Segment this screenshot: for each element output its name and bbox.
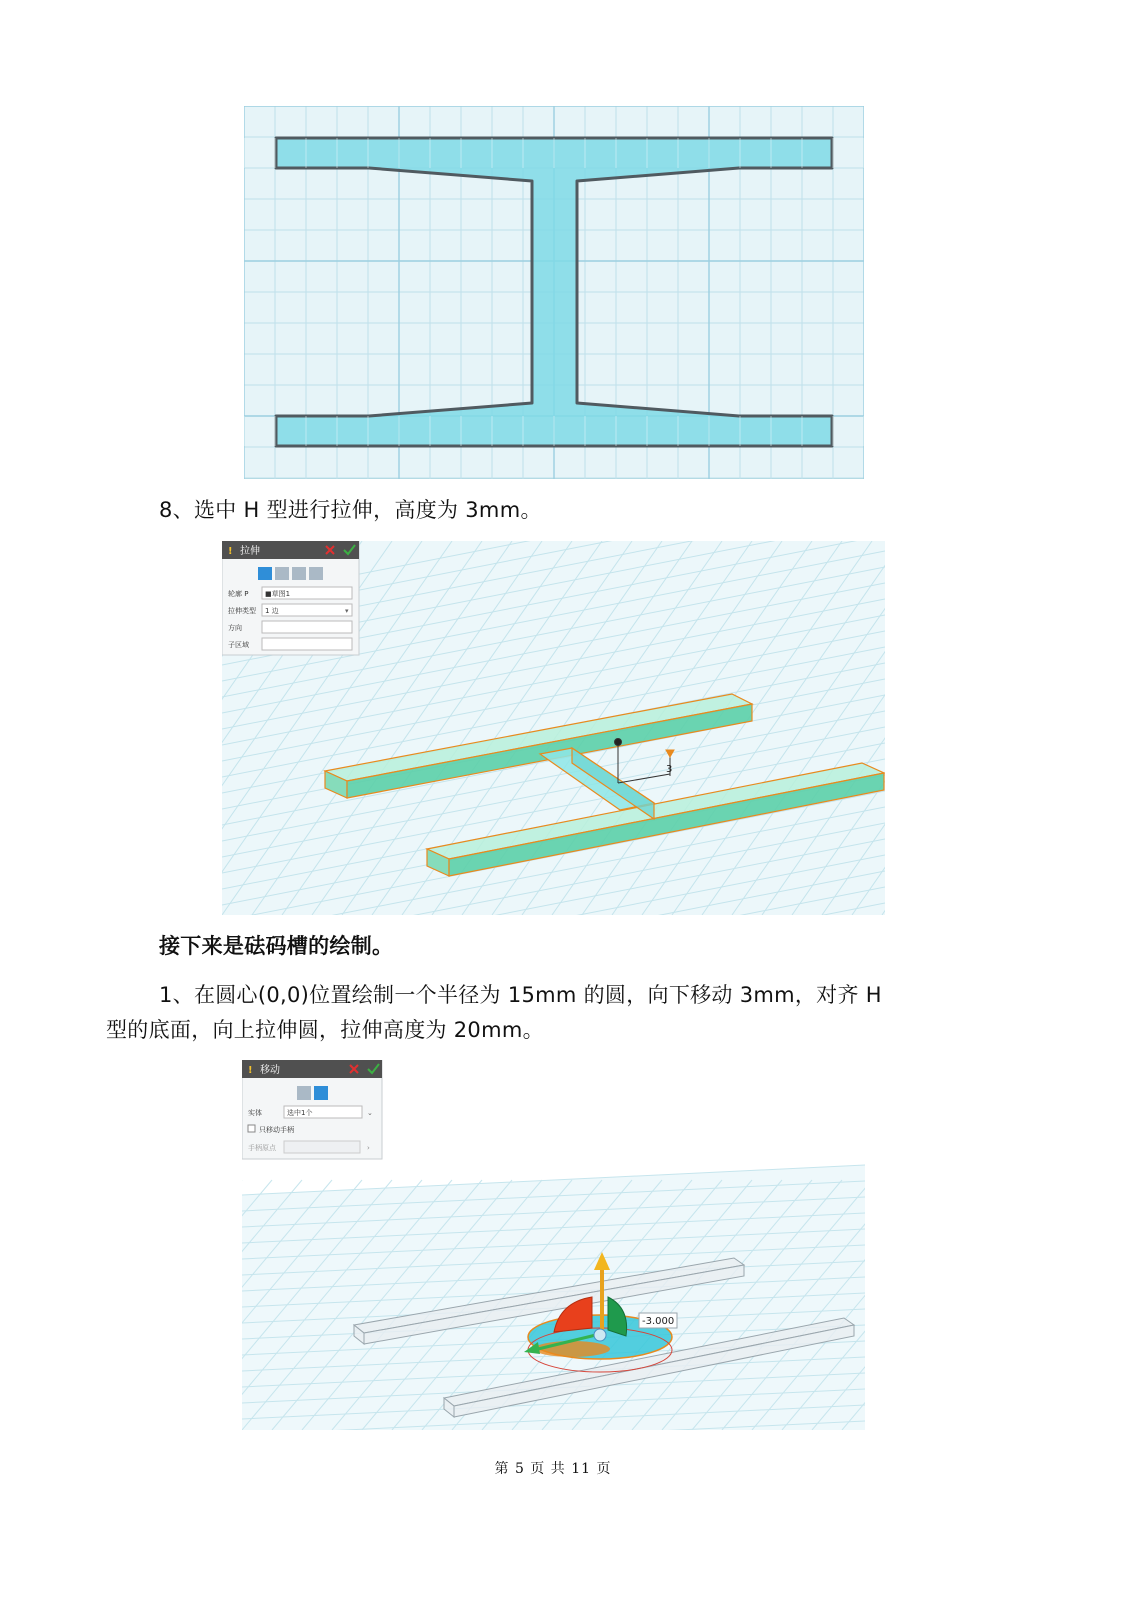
move-handle-only-label: 只移动手柄 bbox=[259, 1126, 294, 1134]
sketch-canvas bbox=[244, 106, 864, 479]
field-label-extrude-type: 拉伸类型 bbox=[228, 607, 256, 615]
figure-move-view bbox=[242, 1060, 865, 1430]
entity-label: 实体 bbox=[248, 1109, 262, 1117]
chevron-down-icon[interactable]: ⌄ bbox=[367, 1109, 373, 1117]
svg-text:!: ! bbox=[228, 546, 233, 557]
field-label-subregion: 子区域 bbox=[228, 641, 249, 649]
height-dimension-label: 3 bbox=[666, 764, 673, 775]
move-handle-only-checkbox[interactable] bbox=[248, 1125, 255, 1132]
field-label-direction: 方向 bbox=[228, 624, 242, 632]
move-mode-button-2[interactable] bbox=[314, 1086, 328, 1100]
section-heading: 接下来是砝码槽的绘制。 bbox=[159, 934, 394, 958]
figure-h-profile-sketch bbox=[244, 106, 864, 479]
chevron-right-icon[interactable]: › bbox=[367, 1144, 370, 1152]
extrude-panel-title: 拉伸 bbox=[240, 546, 260, 557]
direction-field[interactable] bbox=[262, 621, 352, 633]
chevron-down-icon[interactable]: ▾ bbox=[345, 607, 349, 615]
step-1-text-line2: 型的底面，向上拉伸圆，拉伸高度为 20mm。 bbox=[106, 1018, 544, 1042]
extrude-panel bbox=[222, 541, 359, 655]
field-label-profile: 轮廓 P bbox=[228, 590, 249, 598]
extrude-mode-button-3[interactable] bbox=[292, 567, 306, 580]
handle-origin-label: 手柄原点 bbox=[248, 1144, 276, 1152]
extrude-mode-button-1[interactable] bbox=[258, 567, 272, 580]
offset-value-tag: -3.000 bbox=[642, 1316, 675, 1327]
move-panel-title: 移动 bbox=[260, 1065, 280, 1076]
svg-text:!: ! bbox=[248, 1065, 253, 1076]
page-footer: 第 5 页 共 11 页 bbox=[494, 1461, 612, 1477]
extrude-mode-button-2[interactable] bbox=[275, 567, 289, 580]
move-3d-canvas bbox=[242, 1060, 865, 1430]
step-1-text-line1: 1、在圆心(0,0)位置绘制一个半径为 15mm 的圆，向下移动 3mm，对齐 H bbox=[159, 983, 882, 1007]
step-8-text: 8、选中 H 型进行拉伸，高度为 3mm。 bbox=[159, 498, 542, 522]
move-panel bbox=[242, 1060, 382, 1159]
handle-origin-field[interactable] bbox=[284, 1141, 360, 1153]
subregion-field[interactable] bbox=[262, 638, 352, 650]
move-mode-button-1[interactable] bbox=[297, 1086, 311, 1100]
extrude-type-value: 1 边 bbox=[265, 607, 279, 615]
profile-value: ■草图1 bbox=[265, 590, 291, 598]
extrude-mode-button-4[interactable] bbox=[309, 567, 323, 580]
entity-value: 选中1个 bbox=[287, 1109, 313, 1117]
figure-extrude-view bbox=[222, 541, 885, 915]
extrude-3d-canvas bbox=[222, 541, 885, 915]
